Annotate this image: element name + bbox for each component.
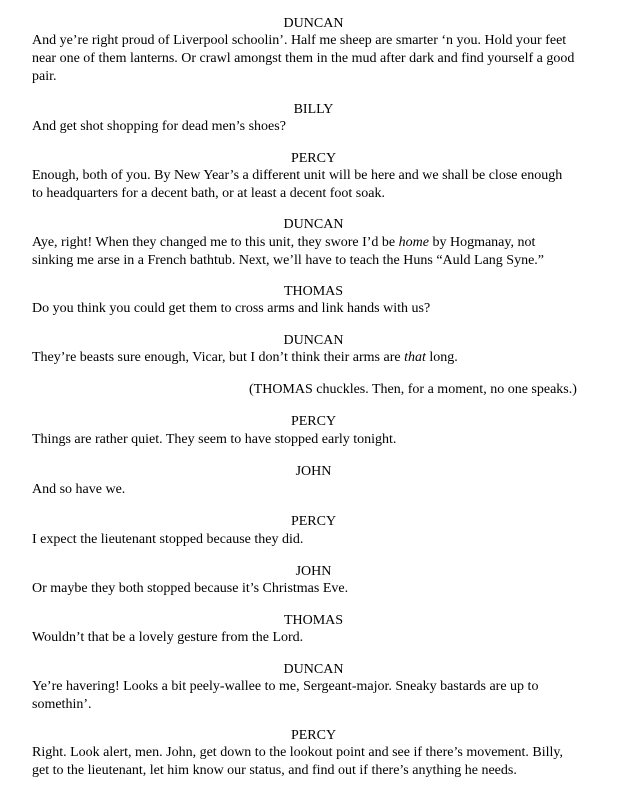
character-name: PERCY — [290, 151, 337, 166]
character-name: JOHN — [295, 564, 332, 579]
dialogue-line: Or maybe they both stopped because it’s Christmas Eve. — [32, 581, 349, 596]
character-name: DUNCAN — [283, 662, 344, 677]
dialogue-line: Things are rather quiet. They seem to have stopped early tonight. — [32, 432, 397, 447]
dialogue-line: Wouldn’t that be a lovely gesture from the Lord. — [32, 630, 304, 645]
dialogue-line: Enough, both of you. By New Year’s a different unit will be here and we shall be close enough — [32, 168, 563, 183]
dialogue-line: And ye’re right proud of Liverpool schoolin’. Half me sheep are smarter ‘n you. Hold your feet — [32, 33, 567, 48]
dialogue-line: get to the lieutenant, let him know our status, and find out if there’s anything he needs. — [32, 763, 517, 778]
character-name: PERCY — [290, 514, 337, 529]
dialogue-line: Do you think you could get them to cross arms and link hands with us? — [32, 301, 431, 316]
dialogue-line: Ye’re havering! Looks a bit peely-wallee to me, Sergeant-major. Sneaky bastards are up to — [32, 679, 539, 694]
dialogue-line — [32, 234, 535, 252]
character-name: DUNCAN — [283, 16, 344, 31]
character-name: THOMAS — [283, 613, 344, 628]
stage-direction: (THOMAS chuckles. Then, for a moment, no one speaks.) — [249, 382, 577, 397]
dialogue-line: sinking me arse in a French bathtub. Next, we’ll have to teach the Huns “Auld Lang Syne.” — [32, 253, 545, 268]
character-name: BILLY — [293, 102, 334, 117]
dialogue-text: Aye, right! When they changed me to this unit, they swore I’d be — [32, 235, 399, 250]
dialogue-text: by Hogmanay, not — [428, 235, 536, 250]
dialogue-line: Right. Look alert, men. John, get down to the lookout point and see if there’s movement. Billy, — [32, 745, 564, 760]
character-name: DUNCAN — [283, 333, 344, 348]
character-name: JOHN — [295, 464, 332, 479]
dialogue-line: to headquarters for a decent bath, or at least a decent foot soak. — [32, 186, 385, 201]
dialogue-text: They’re beasts sure enough, Vicar, but I don’t think their arms are — [32, 350, 405, 365]
dialogue-text: long. — [425, 350, 458, 365]
dialogue-line: pair. — [32, 69, 57, 84]
dialogue-line: somethin’. — [32, 697, 92, 712]
dialogue-line: I expect the lieutenant stopped because they did. — [32, 532, 304, 547]
character-name: THOMAS — [283, 284, 344, 299]
dialogue-line: near one of them lanterns. Or crawl amongst them in the mud after dark and find yourself a good — [32, 51, 575, 66]
dialogue-line — [32, 349, 458, 367]
emphasis-text: home — [398, 235, 429, 250]
character-name: PERCY — [290, 414, 337, 429]
character-name: PERCY — [290, 728, 337, 743]
character-name: DUNCAN — [283, 217, 344, 232]
dialogue-line: And get shot shopping for dead men’s shoes? — [32, 119, 286, 134]
dialogue-line: And so have we. — [32, 482, 126, 497]
emphasis-text: that — [404, 350, 426, 365]
